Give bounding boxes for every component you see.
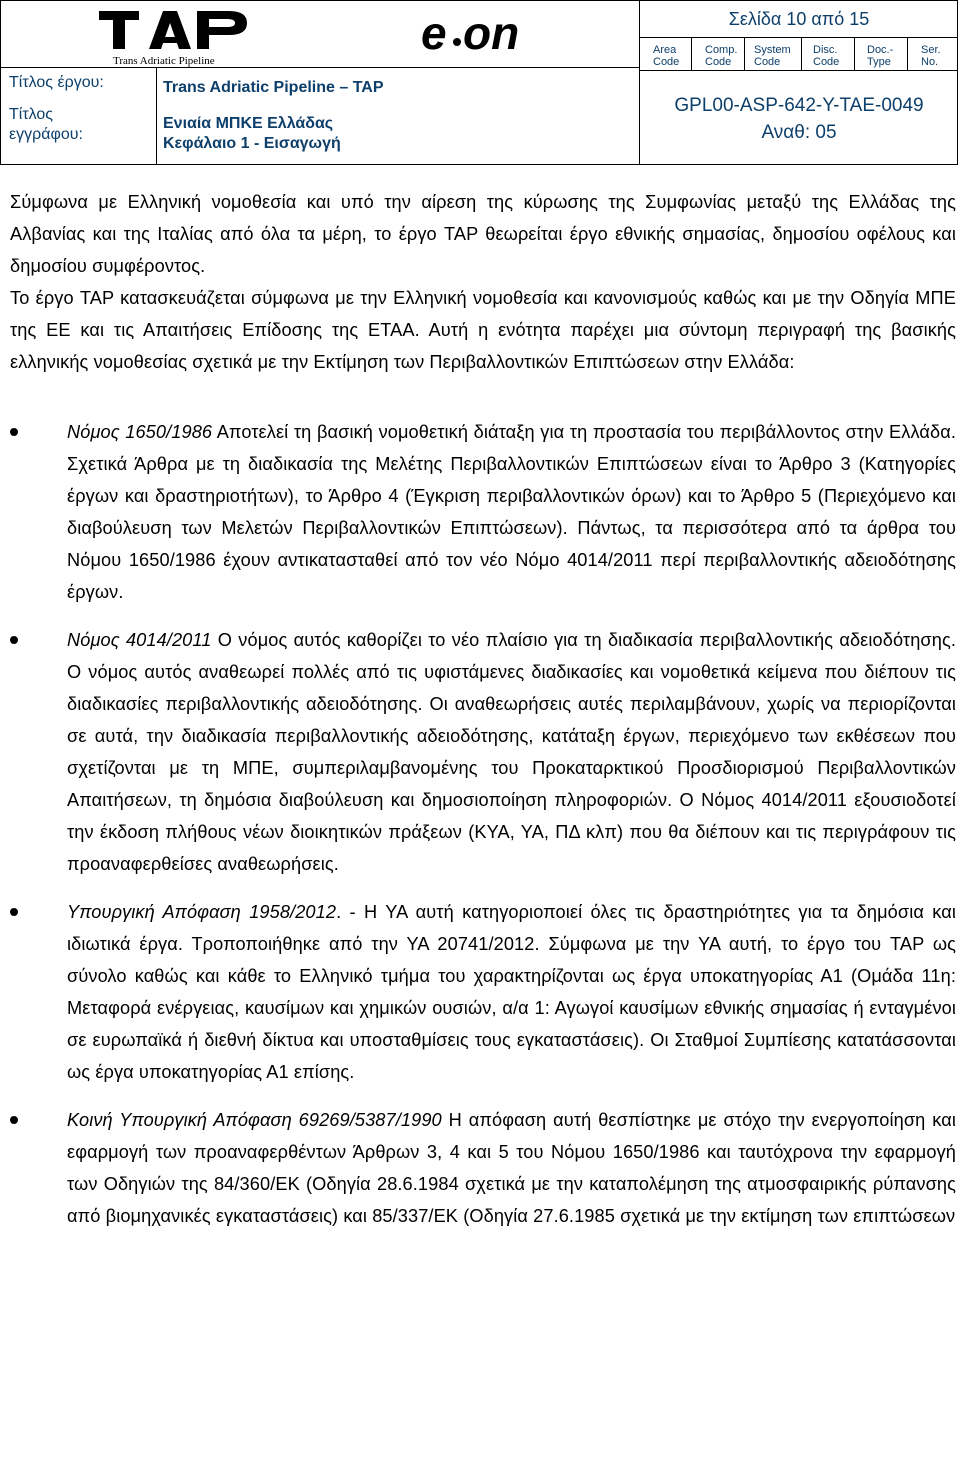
code-col-disc: Disc. Code (813, 44, 840, 68)
bullet-icon (10, 428, 18, 436)
bullet-icon (10, 1116, 18, 1124)
page-number: Σελίδα 10 από 15 (728, 9, 870, 29)
tap-logo-subtitle: Trans Adriatic Pipeline (113, 55, 215, 67)
code-col-doctype: Doc.- Type (867, 44, 894, 68)
intro-paragraph-2: Το έργο TAP κατασκευάζεται σύμφωνα με την Ελληνική νομοθεσία και κανονισμούς καθώς και με την Οδηγία ΜΠΕ της ΕΕ και τις Απαιτήσεις Επίδοσης της ΕΤΑΑ. Αυτή η ενότητα παρέχει μια σύντομη περιγραφή της βασικής ελληνικής νομοθεσίας σχετικά με την Εκτίμηση των Περιβαλλοντικών Επιπτώσεων στην Ελλάδα: (10, 288, 956, 372)
revision: Αναθ: 05 (761, 122, 837, 143)
intro-paragraph-1: Σύμφωνα με Ελληνική νομοθεσία και υπό την αίρεση της κύρωσης της Συμφωνίας μεταξύ της Ελλάδας της Αλβανίας και της Ιταλίας από όλα τα μέρη, το έργο TAP θεωρείται έργο εθνικής σημασίας, δημοσίου οφέλους και δημοσίου συμφέροντος. (10, 192, 956, 276)
list-item (10, 624, 956, 880)
code-col-area: Area Code (653, 44, 680, 68)
code-col-comp: Comp. Code (705, 44, 738, 68)
list-item (10, 1104, 956, 1232)
law-description: . - Η ΥΑ αυτή κατηγοριοποιεί όλες τις δραστηριότητες για τα δημόσια και ιδιωτικά έργα. Τροποποιήθηκε από την ΥΑ 20741/2012. Σύμφωνα με την ΥΑ αυτή, το έργο του TAP ως σύνολο καθώς και κάθε το Ελληνικό τμήμα του χαρακτηρίζονται ως έργα υποκατηγορίας Α1 (Ομάδα 11η: Μεταφορά ενέργειας, καυσίμων και χημικών ουσιών, α/α 1: Αγωγοί καυσίμων εθνικής σημασίας ή ενταγμένοι σε ευρωπαϊκά ή διεθνή δίκτυα και υποσταθμίσεις τους εγκαταστάσεις). Οι Σταθμοί Συμπίεσης κατατάσσονται ως έργα υποκατηγορίας Α1 επίσης. (67, 902, 956, 1082)
list-item (10, 416, 956, 608)
project-title-label: Τίτλος έργου: (9, 74, 104, 91)
document-header (0, 0, 958, 165)
svg-text:e: e (421, 9, 447, 59)
project-title-value: Trans Adriatic Pipeline – TAP (163, 79, 384, 96)
law-description: Αποτελεί τη βασική νομοθετική διάταξη για τη προστασία του περιβάλλοντος στην Ελλάδα. Σχετικά Άρθρα με τη διαδικασία της Μελέτης Περιβαλλοντικών Επιπτώσεων είναι το Άρθρο 3 (Κατηγορίες έργων και δραστηριοτήτων), το Άρθρο 4 (Έγκριση περιβαλλοντικών όρων) και το Άρθρο 5 (Περιεχόμενο και διαβούλευση των Μελετών Περιβαλλοντικών Επιπτώσεων). Πάντως, τα περισσότερα από τα άρθρα του Νόμου 1650/1986 έχουν αντικατασταθεί από τον νέο Νόμο 4014/2011 περί περιβαλλοντικής αδειοδότησης έργων. (67, 422, 956, 602)
document-body (10, 186, 956, 1248)
list-item (10, 896, 956, 1088)
code-col-serno: Ser. No. (921, 44, 941, 68)
document-title-value: Ενιαία ΜΠΚΕ Ελλάδας Κεφάλαιο 1 - Εισαγωγή (163, 115, 341, 152)
law-title: Κοινή Υπουργική Απόφαση 69269/5387/1990 (67, 1110, 442, 1130)
law-description: Η απόφαση αυτή θεσπίστηκε με στόχο την ενεργοποίηση και εφαρμογή των προαναφερθέντων Άρθρων 3, 4 και 5 του Νόμου 1650/1986 και ταυτόχρονα την εφαρμογή των Οδηγιών της 84/360/ΕΚ (Οδηγία 28.6.1984 σχετικά με την καταπολέμηση της ατμοσφαιρικής ρύπανσης από βιομηχανικές εγκαταστάσεις) και 85/337/ΕΚ (Οδηγία 27.6.1985 σχετικά με την εκτίμηση των επιπτώσεων (67, 1110, 956, 1226)
svg-text:on: on (463, 9, 520, 59)
law-title: Νόμος 4014/2011 (67, 630, 212, 650)
code-col-system: System Code (754, 44, 791, 68)
bullet-icon (10, 908, 18, 916)
bullet-icon (10, 636, 18, 644)
law-title: Υπουργική Απόφαση 1958/2012 (67, 902, 337, 922)
document-number: GPL00-ASP-642-Y-TAE-0049 (674, 95, 924, 116)
law-description: Ο νόμος αυτός καθορίζει το νέο πλαίσιο για τη διαδικασία περιβαλλοντικής αδειοδότησης. Ο νόμος αυτός αναθεωρεί πολλές από τις υφιστάμενες διαδικασίες και νομοθετικά κείμενα που διέπουν τις διαδικασίες περιβαλλοντικής αδειοδότησης. Οι αναθεωρήσεις αυτές περιλαμβάνουν, χωρίς να περιορίζονται σε αυτά, την διαδικασία περιβαλλοντικής αδειοδότησης, κατάταξη έργων, περιεχόμενο των εκθέσεων που σχετίζονται με τη ΜΠΕ, συμπεριλαμβανομένης του Προκαταρκτικού Προσδιορισμού Περιβαλλοντικών Απαιτήσεων, τη δημόσια διαβούλευση και δημοσιοποίηση πληροφοριών. Ο Νόμος 4014/2011 εξουσιοδοτεί την έκδοση πλήθους νέων διοικητικών πράξεων (ΚΥΑ, ΥΑ, ΠΔ κλπ) που θα διέπουν και τις περιγράφουν τις προαναφερθείσες αναθεωρήσεις. (67, 630, 956, 874)
law-title: Νόμος 1650/1986 (67, 422, 213, 442)
document-title-label: Τίτλος εγγράφου: (9, 106, 83, 143)
eon-logo (421, 9, 541, 64)
legislation-list (10, 416, 956, 1232)
